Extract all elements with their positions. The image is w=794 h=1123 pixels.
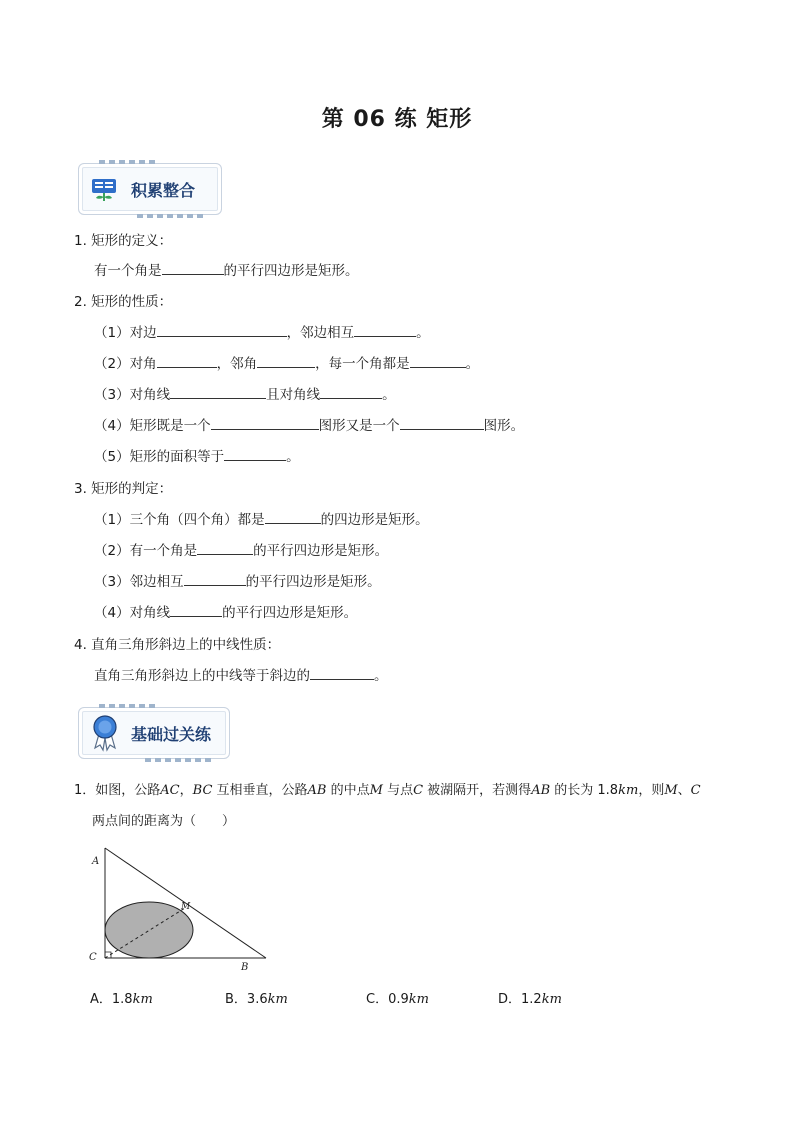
math: AB	[531, 783, 551, 798]
label-a: A	[92, 856, 100, 867]
blank	[197, 539, 253, 555]
item-heading: 1. 矩形的定义：	[74, 233, 173, 249]
option-value: 1.8	[111, 992, 133, 1007]
medal-icon	[91, 714, 119, 752]
label-m: M	[181, 902, 191, 912]
text: 的平行四边形是矩形。	[253, 543, 389, 559]
lake	[105, 902, 193, 958]
option-letter: A．	[90, 992, 112, 1007]
badge-decoration	[99, 160, 159, 164]
text: 如图，公路	[95, 783, 161, 798]
section-label: 积累整合	[131, 181, 196, 200]
median-property-line	[94, 664, 388, 684]
text: ，每一个角都是	[315, 356, 410, 372]
text: 、	[677, 783, 691, 798]
blank	[184, 570, 246, 586]
text: （5）矩形的面积等于	[94, 449, 225, 465]
question-1-text	[74, 779, 701, 798]
item-heading: 2. 矩形的性质：	[74, 294, 173, 310]
question-number: 1．	[74, 783, 96, 798]
property-line-4	[94, 414, 524, 434]
text: ，	[179, 783, 193, 798]
text: 图形。	[483, 418, 525, 434]
text: 的平行四边形是矩形。	[222, 605, 358, 621]
math: AB	[307, 783, 327, 798]
blank	[320, 383, 382, 399]
text: （4）对角线	[94, 605, 171, 621]
text: 。	[416, 325, 430, 341]
math: C	[690, 783, 701, 798]
option-letter: D．	[498, 992, 522, 1007]
text: 图形又是一个	[318, 418, 400, 434]
section-badge-accumulate	[78, 163, 222, 215]
text: （2）有一个角是	[94, 543, 198, 559]
blank	[265, 508, 321, 524]
option-letter: B．	[225, 992, 247, 1007]
text: （2）对角	[94, 356, 157, 372]
text: 的中点	[326, 783, 370, 798]
text: 。	[382, 387, 396, 403]
text: 与点	[382, 783, 414, 798]
blank	[400, 414, 484, 430]
criterion-line-3	[94, 570, 381, 590]
text: 。	[374, 668, 388, 684]
criterion-line-4	[94, 601, 357, 621]
blank	[257, 352, 315, 368]
section-badge-basic	[78, 707, 230, 759]
text: 。	[465, 356, 480, 372]
math: C	[413, 783, 424, 798]
text: 且对角线	[266, 387, 321, 403]
label-c: C	[89, 952, 97, 963]
blank	[157, 352, 217, 368]
blank	[162, 259, 224, 275]
option-value: 0.9	[388, 992, 409, 1007]
item-heading: 4. 直角三角形斜边上的中线性质：	[74, 637, 281, 653]
option-unit: km	[541, 992, 562, 1007]
text: 直角三角形斜边上的中线等于斜边的	[94, 668, 310, 684]
blank	[170, 383, 266, 399]
blank	[211, 414, 319, 430]
question-1-line-2: 两点间的距离为（ ）	[92, 814, 236, 829]
blank	[310, 664, 374, 680]
property-line-5	[94, 445, 300, 465]
text: ，邻边相互	[286, 325, 355, 341]
text: 有一个角是	[94, 263, 162, 279]
math: BC	[192, 783, 213, 798]
text: 的四边形是矩形。	[320, 512, 429, 528]
option-unit: km	[267, 992, 288, 1007]
option-unit: km	[408, 992, 429, 1007]
text: 被湖隔开，若测得	[423, 783, 532, 798]
item-heading: 3. 矩形的判定：	[74, 481, 173, 497]
option-d[interactable]	[498, 988, 562, 1007]
text: （1）对边	[94, 325, 157, 341]
option-value: 3.6	[246, 992, 268, 1007]
math: AC	[160, 783, 180, 798]
text: （3）对角线	[94, 387, 171, 403]
text: 互相垂直，公路	[212, 783, 308, 798]
section-label: 基础过关练	[131, 725, 212, 744]
text: （1）三个角（四个角）都是	[94, 512, 265, 528]
text: （4）矩形既是一个	[94, 418, 211, 434]
option-value: 1.2	[521, 992, 542, 1007]
text: 的平行四边形是矩形。	[245, 574, 381, 590]
property-line-2	[94, 352, 479, 372]
option-b[interactable]	[225, 988, 288, 1007]
page-title: 第 06 练 矩形	[321, 107, 473, 132]
option-a[interactable]	[90, 988, 153, 1007]
math: km	[618, 783, 639, 798]
blank	[224, 445, 286, 461]
geometry-figure	[84, 846, 274, 974]
math: M	[369, 783, 383, 798]
badge-decoration	[137, 214, 207, 218]
property-line-3	[94, 383, 396, 403]
text: （3）邻边相互	[94, 574, 184, 590]
blank	[354, 321, 416, 337]
text: ，则	[638, 783, 665, 798]
option-unit: km	[132, 992, 153, 1007]
property-line-1	[94, 321, 430, 341]
book-icon	[89, 174, 119, 204]
label-b: B	[241, 962, 249, 973]
option-letter: C．	[366, 992, 389, 1007]
criterion-line-2	[94, 539, 388, 559]
text: 的平行四边形是矩形。	[223, 263, 359, 279]
definition-line	[94, 259, 359, 279]
blank	[157, 321, 287, 337]
text: 的长为 1.8	[550, 783, 619, 798]
badge-decoration	[145, 758, 215, 762]
criterion-line-1	[94, 508, 429, 528]
math: M	[664, 783, 678, 798]
option-c[interactable]	[366, 988, 429, 1007]
blank	[170, 601, 222, 617]
text: ，邻角	[216, 356, 258, 372]
blank	[410, 352, 466, 368]
text: 。	[286, 449, 300, 465]
badge-decoration	[99, 704, 159, 708]
